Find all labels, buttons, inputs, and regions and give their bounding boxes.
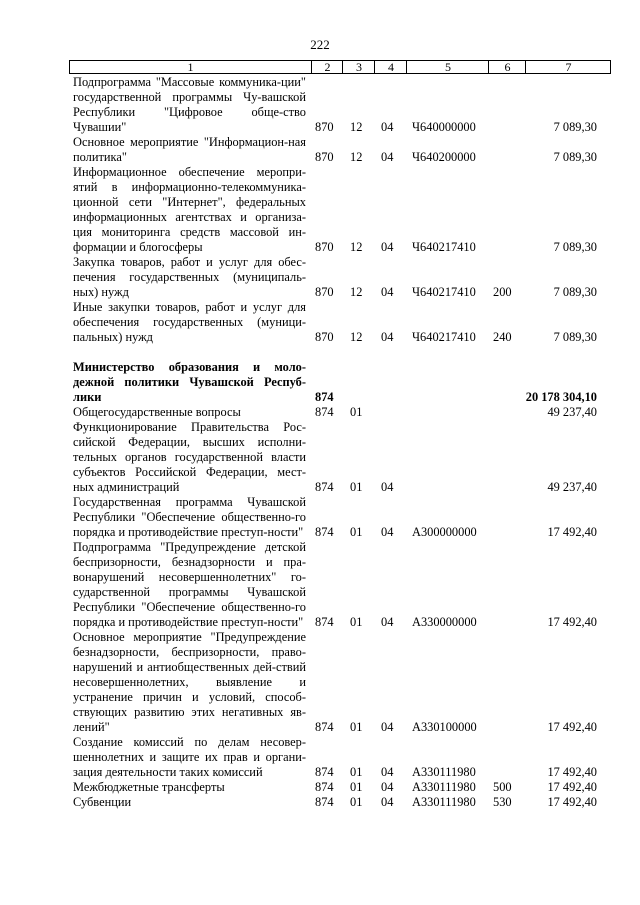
table-header <box>69 60 611 74</box>
cell-amount: 17 492,40 <box>547 765 597 779</box>
cell-target-article: Ч640200000 <box>412 150 476 164</box>
table-row <box>0 780 640 795</box>
cell-gr-code: 874 <box>315 390 334 404</box>
table-row <box>0 420 640 495</box>
cell-target-article: Ч640000000 <box>412 120 476 134</box>
table-row <box>0 255 640 300</box>
cell-gr-code: 874 <box>315 765 334 779</box>
table-row <box>0 795 640 810</box>
table-row <box>0 75 640 135</box>
table-row <box>0 735 640 780</box>
cell-expense-type: 530 <box>493 795 512 809</box>
header-col-2: 2 <box>311 61 343 73</box>
cell-amount: 7 089,30 <box>553 285 597 299</box>
table-row <box>0 135 640 165</box>
cell-target-article: А330111980 <box>412 765 476 779</box>
cell-amount: 7 089,30 <box>553 240 597 254</box>
cell-subsection-code: 04 <box>381 765 394 779</box>
table-row <box>0 300 640 345</box>
cell-gr-code: 874 <box>315 780 334 794</box>
cell-section-code: 01 <box>350 405 363 419</box>
row-description: Закупка товаров, работ и услуг для обес-печения государственных (муниципаль-ных) нужд <box>73 255 306 299</box>
row-description: Государственная программа Чувашской Республики "Обеспечение общественно-го порядка и противодействие преступ-ности" <box>73 495 306 539</box>
cell-gr-code: 874 <box>315 720 334 734</box>
cell-target-article: А330111980 <box>412 780 476 794</box>
cell-section-code: 12 <box>350 285 363 299</box>
page-number: 222 <box>310 37 330 52</box>
cell-target-article: А330111980 <box>412 795 476 809</box>
cell-expense-type: 240 <box>493 330 512 344</box>
cell-amount: 7 089,30 <box>553 330 597 344</box>
cell-amount: 17 492,40 <box>547 720 597 734</box>
table-row <box>0 630 640 735</box>
cell-amount: 17 492,40 <box>547 525 597 539</box>
cell-section-code: 01 <box>350 480 363 494</box>
cell-gr-code: 870 <box>315 150 334 164</box>
header-col-7: 7 <box>525 61 611 73</box>
cell-gr-code: 874 <box>315 525 334 539</box>
table-row <box>0 360 640 405</box>
row-description: Основное мероприятие "Предупреждение безнадзорности, беспризорности, право-нарушений и антиобщественных дей-ствий несовершеннолетних, выявление и устранение причин и условий, способ-ствующих развитию этих негативных яв-лений" <box>73 630 306 734</box>
cell-section-code: 01 <box>350 615 363 629</box>
cell-target-article: А330100000 <box>412 720 477 734</box>
row-description: Иные закупки товаров, работ и услуг для обеспечения государственных (муници-пальных) нужд <box>73 300 306 344</box>
cell-amount: 7 089,30 <box>553 150 597 164</box>
cell-section-code: 01 <box>350 765 363 779</box>
cell-subsection-code: 04 <box>381 525 394 539</box>
cell-gr-code: 874 <box>315 480 334 494</box>
cell-subsection-code: 04 <box>381 150 394 164</box>
cell-section-code: 12 <box>350 150 363 164</box>
row-description: Субвенции <box>73 795 132 809</box>
cell-section-code: 01 <box>350 795 363 809</box>
cell-target-article: А300000000 <box>412 525 477 539</box>
cell-amount: 7 089,30 <box>553 120 597 134</box>
row-description: Основное мероприятие "Информацион-ная политика" <box>73 135 306 164</box>
cell-gr-code: 870 <box>315 330 334 344</box>
cell-amount: 20 178 304,10 <box>525 390 597 404</box>
row-description: Создание комиссий по делам несовер-шеннолетних и защите их прав и органи-зация деятельности таких комиссий <box>73 735 306 779</box>
table-row <box>0 405 640 420</box>
cell-target-article: Ч640217410 <box>412 330 476 344</box>
header-col-1: 1 <box>187 60 194 74</box>
header-col-5: 5 <box>406 61 489 73</box>
cell-target-article: Ч640217410 <box>412 240 476 254</box>
row-description: Функционирование Правительства Рос-сийской Федерации, высших исполни-тельных органов государственной власти субъектов Российской Федерации, мест-ных администраций <box>73 420 306 494</box>
cell-gr-code: 874 <box>315 405 334 419</box>
cell-section-code: 01 <box>350 720 363 734</box>
cell-subsection-code: 04 <box>381 720 394 734</box>
cell-section-code: 12 <box>350 330 363 344</box>
cell-target-article: А330000000 <box>412 615 477 629</box>
cell-amount: 17 492,40 <box>547 780 597 794</box>
row-description: Подпрограмма "Предупреждение детской беспризорности, безнадзорности и пра-вонарушений несовершеннолетних" го-сударственной программы Чувашской Республики "Обеспечение общественно-го порядка и противодействие преступ-ности" <box>73 540 306 629</box>
cell-target-article: Ч640217410 <box>412 285 476 299</box>
header-col-3: 3 <box>342 61 375 73</box>
row-description: Межбюджетные трансферты <box>73 780 225 794</box>
cell-section-code: 01 <box>350 525 363 539</box>
cell-amount: 49 237,40 <box>547 405 597 419</box>
header-col-6: 6 <box>488 61 526 73</box>
cell-section-code: 01 <box>350 780 363 794</box>
cell-gr-code: 870 <box>315 240 334 254</box>
cell-subsection-code: 04 <box>381 330 394 344</box>
table-row <box>0 165 640 255</box>
header-col-4: 4 <box>374 61 407 73</box>
row-description: Общегосударственные вопросы <box>73 405 241 419</box>
table-row <box>0 495 640 540</box>
cell-amount: 49 237,40 <box>547 480 597 494</box>
table-body <box>0 75 640 810</box>
row-description: Подпрограмма "Массовые коммуника-ции" государственной программы Чу-вашской Республики "Цифровое обще-ство Чувашии" <box>73 75 306 134</box>
cell-gr-code: 870 <box>315 120 334 134</box>
row-description: Информационное обеспечение меропри-ятий в информационно-телекоммуника-ционной сети "Интернет", федеральных информационных агентствах и организа-ция мониторинга средств массовой ин-формации и блогосферы <box>73 165 306 254</box>
cell-gr-code: 874 <box>315 615 334 629</box>
cell-subsection-code: 04 <box>381 120 394 134</box>
cell-subsection-code: 04 <box>381 780 394 794</box>
table-row <box>0 540 640 630</box>
cell-amount: 17 492,40 <box>547 795 597 809</box>
cell-subsection-code: 04 <box>381 240 394 254</box>
cell-amount: 17 492,40 <box>547 615 597 629</box>
cell-subsection-code: 04 <box>381 795 394 809</box>
cell-subsection-code: 04 <box>381 615 394 629</box>
cell-expense-type: 200 <box>493 285 512 299</box>
cell-subsection-code: 04 <box>381 285 394 299</box>
cell-section-code: 12 <box>350 240 363 254</box>
cell-subsection-code: 04 <box>381 480 394 494</box>
cell-expense-type: 500 <box>493 780 512 794</box>
row-description: Министерство образования и моло-дежной политики Чувашской Респуб-лики <box>73 360 306 404</box>
cell-section-code: 12 <box>350 120 363 134</box>
cell-gr-code: 874 <box>315 795 334 809</box>
cell-gr-code: 870 <box>315 285 334 299</box>
